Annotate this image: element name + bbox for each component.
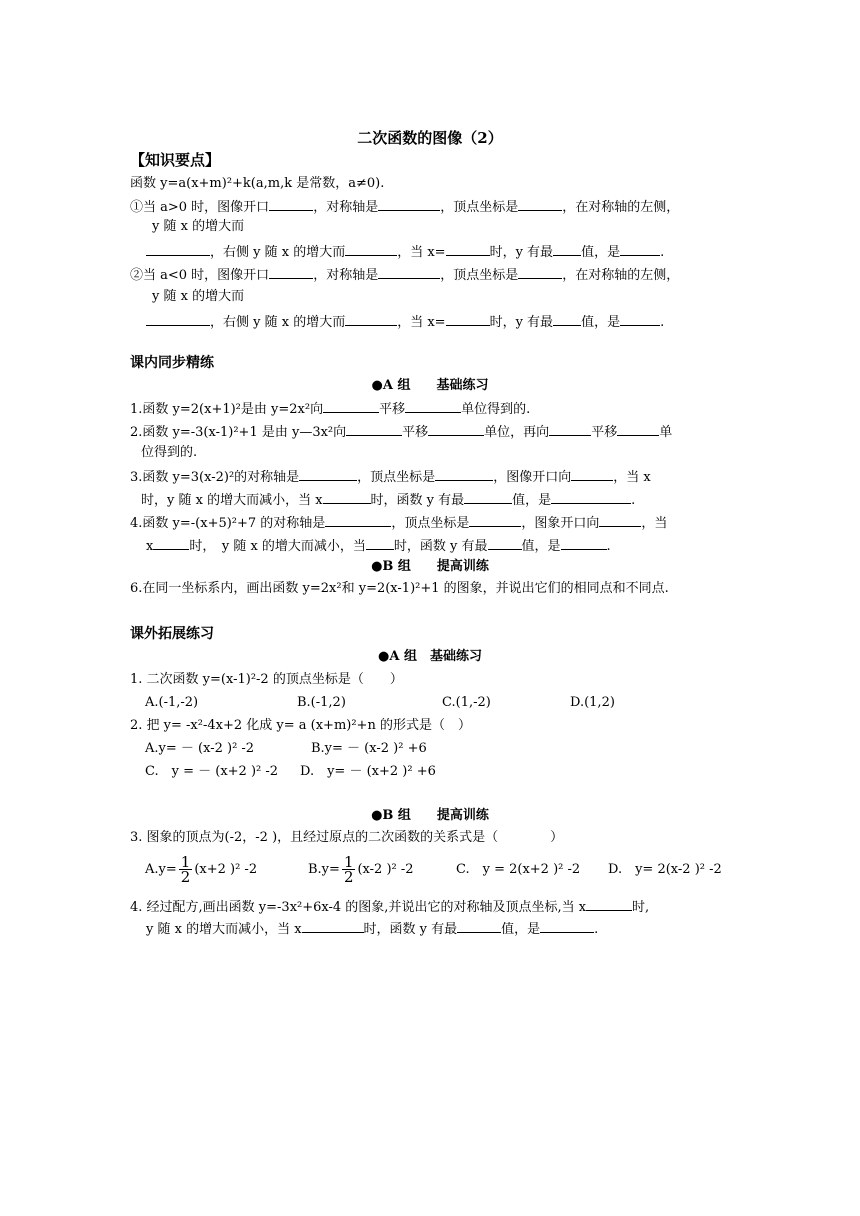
text: 平移 bbox=[591, 425, 618, 440]
fraction-numerator: 1 bbox=[343, 853, 354, 871]
blank bbox=[299, 466, 357, 481]
outclass-question-1-option-b: B.(-1,2) bbox=[297, 695, 346, 710]
text: ，对称轴是 bbox=[313, 200, 379, 215]
inclass-group-b-heading: ●B 组 提高训练 bbox=[371, 559, 489, 574]
text: ，右侧 y 随 x 的增大而 bbox=[210, 245, 346, 260]
text: 值，是 bbox=[521, 539, 561, 554]
text: 时，函数 y 有最 bbox=[363, 922, 458, 937]
inclass-question-3-line-2 bbox=[141, 489, 635, 511]
blank bbox=[146, 241, 210, 256]
text: ，图象开口向 bbox=[521, 516, 600, 531]
text: 3.函数 y=3(x-2)²的对称轴是 bbox=[130, 470, 300, 485]
outclass-question-2-option-b: B.y= － (x-2 )² +6 bbox=[311, 741, 427, 756]
text: 时，函数 y 有最 bbox=[393, 539, 488, 554]
text: . bbox=[631, 493, 636, 508]
text: 时， y 随 x 的增大而减小，当 bbox=[189, 539, 366, 554]
blank bbox=[323, 398, 379, 413]
blank bbox=[518, 196, 562, 211]
outclass-question-2-option-c: C. y = － (x+2 )² -2 bbox=[145, 764, 279, 779]
blank bbox=[488, 535, 522, 550]
text: 单位，再向 bbox=[484, 425, 550, 440]
knowledge-point-2-line-2: y 随 x 的增大而 bbox=[152, 289, 245, 304]
text: . bbox=[594, 922, 599, 937]
text: ①当 a>0 时，图像开口 bbox=[130, 200, 270, 215]
outclass-question-1-option-a: A.(-1,-2) bbox=[145, 695, 199, 710]
knowledge-point-1-line-3 bbox=[146, 241, 664, 263]
outclass-question-2: 2. 把 y= -x²-4x+2 化成 y= a (x+m)²+n 的形式是（ ） bbox=[130, 718, 471, 733]
option-expression: (x-2 )² -2 bbox=[357, 862, 414, 877]
blank bbox=[617, 421, 659, 436]
blank bbox=[620, 311, 660, 326]
outclass-group-b-heading: ●B 组 提高训练 bbox=[371, 808, 489, 823]
text: 时，y 随 x 的增大而减小，当 x bbox=[141, 493, 323, 508]
blank bbox=[269, 196, 313, 211]
text: 时, bbox=[632, 900, 650, 915]
blank bbox=[469, 512, 521, 527]
blank bbox=[345, 311, 397, 326]
text: ，顶点坐标是 bbox=[440, 268, 519, 283]
text: ，当 bbox=[641, 516, 668, 531]
blank bbox=[378, 264, 440, 279]
blank bbox=[540, 918, 594, 933]
blank bbox=[518, 264, 562, 279]
text: . bbox=[660, 315, 665, 330]
outclass-group-a-heading: ●A 组 基础练习 bbox=[378, 649, 482, 664]
blank bbox=[325, 512, 391, 527]
inclass-question-3 bbox=[130, 466, 651, 488]
inclass-question-2 bbox=[130, 421, 672, 443]
blank bbox=[345, 241, 397, 256]
blank bbox=[549, 421, 591, 436]
text: ，顶点坐标是 bbox=[440, 200, 519, 215]
blank bbox=[378, 196, 440, 211]
text: 时，函数 y 有最 bbox=[370, 493, 465, 508]
text: 值，是 bbox=[581, 245, 621, 260]
fraction-one-half bbox=[342, 855, 356, 884]
option-prefix: A.y= bbox=[145, 862, 177, 877]
knowledge-point-1-line-1 bbox=[130, 196, 679, 218]
fraction-numerator: 1 bbox=[180, 853, 191, 871]
text: 时，y 有最 bbox=[489, 245, 554, 260]
outclass-question-3-option-d: D. y= 2(x-2 )² -2 bbox=[608, 862, 722, 877]
page-title: 二次函数的图像（2） bbox=[357, 129, 503, 147]
blank bbox=[446, 241, 490, 256]
blank bbox=[551, 489, 631, 504]
blank bbox=[323, 489, 371, 504]
outclass-question-3-option-b bbox=[308, 852, 414, 892]
blank bbox=[561, 535, 607, 550]
outclass-question-1-option-d: D.(1,2) bbox=[570, 695, 615, 710]
knowledge-point-2-line-1 bbox=[130, 264, 679, 286]
blank bbox=[405, 398, 461, 413]
blank bbox=[269, 264, 313, 279]
text: 平移 bbox=[402, 425, 429, 440]
option-prefix: B.y= bbox=[308, 862, 340, 877]
text: ，当 x bbox=[613, 470, 651, 485]
inclass-question-4-line-2 bbox=[146, 535, 611, 557]
blank bbox=[435, 466, 493, 481]
fraction-denominator: 2 bbox=[180, 868, 191, 886]
knowledge-point-2-line-3 bbox=[146, 311, 664, 333]
blank bbox=[599, 512, 641, 527]
blank bbox=[553, 241, 581, 256]
knowledge-point-1-line-2: y 随 x 的增大而 bbox=[152, 219, 245, 234]
outclass-question-1: 1. 二次函数 y=(x-1)²-2 的顶点坐标是（ ） bbox=[130, 672, 403, 687]
inclass-question-1 bbox=[130, 398, 530, 420]
blank bbox=[146, 311, 210, 326]
text: ，右侧 y 随 x 的增大而 bbox=[210, 315, 346, 330]
text: . bbox=[606, 539, 611, 554]
text: 时，y 有最 bbox=[489, 315, 554, 330]
text: ，当 x= bbox=[397, 245, 446, 260]
blank bbox=[302, 918, 364, 933]
inclass-question-6: 6.在同一坐标系内，画出函数 y=2x²和 y=2(x-1)²+1 的图象，并说出它们的相同点和不同点. bbox=[130, 581, 669, 596]
blank bbox=[346, 421, 402, 436]
blank bbox=[464, 489, 512, 504]
knowledge-heading: 【知识要点】 bbox=[130, 151, 221, 169]
text: 值，是 bbox=[512, 493, 552, 508]
outclass-question-3-option-c: C. y = 2(x+2 )² -2 bbox=[456, 862, 581, 877]
blank bbox=[586, 896, 632, 911]
outclass-question-1-option-c: C.(1,-2) bbox=[442, 695, 491, 710]
text: . bbox=[660, 245, 665, 260]
text: ，对称轴是 bbox=[313, 268, 379, 283]
text: ，当 x= bbox=[397, 315, 446, 330]
text: ，顶点坐标是 bbox=[357, 470, 436, 485]
blank bbox=[153, 535, 189, 550]
text: ，在对称轴的左侧， bbox=[562, 268, 680, 283]
outclass-question-4 bbox=[130, 896, 649, 918]
fraction-denominator: 2 bbox=[343, 868, 354, 886]
outclass-heading: 课外拓展练习 bbox=[130, 626, 214, 642]
inclass-heading: 课内同步精练 bbox=[130, 355, 214, 371]
blank bbox=[553, 311, 581, 326]
blank bbox=[428, 421, 484, 436]
text: y 随 x 的增大而减小，当 x bbox=[146, 922, 302, 937]
inclass-question-2-line-2: 位得到的. bbox=[141, 445, 198, 460]
outclass-question-3-option-a bbox=[145, 852, 257, 892]
outclass-question-2-option-a: A.y= － (x-2 )² -2 bbox=[145, 741, 255, 756]
fraction-one-half bbox=[179, 855, 193, 884]
text: x bbox=[146, 539, 154, 554]
text: 2.函数 y=-3(x-1)²+1 是由 y—3x²向 bbox=[130, 425, 347, 440]
text: 单位得到的. bbox=[461, 402, 531, 417]
text: ，在对称轴的左侧， bbox=[562, 200, 680, 215]
blank bbox=[571, 466, 613, 481]
inclass-question-4 bbox=[130, 512, 667, 534]
blank bbox=[620, 241, 660, 256]
text: ，顶点坐标是 bbox=[391, 516, 470, 531]
text: 值，是 bbox=[581, 315, 621, 330]
blank bbox=[446, 311, 490, 326]
text: 平移 bbox=[379, 402, 406, 417]
text: 1.函数 y=2(x+1)²是由 y=2x²向 bbox=[130, 402, 324, 417]
inclass-group-a-heading: ●A 组 基础练习 bbox=[371, 378, 489, 393]
option-expression: (x+2 )² -2 bbox=[194, 862, 258, 877]
blank bbox=[366, 535, 394, 550]
text: 4.函数 y=-(x+5)²+7 的对称轴是 bbox=[130, 516, 326, 531]
text: 单 bbox=[659, 425, 673, 440]
text: ②当 a<0 时，图像开口 bbox=[130, 268, 270, 283]
text: 值，是 bbox=[501, 922, 541, 937]
text: ，图像开口向 bbox=[493, 470, 572, 485]
outclass-question-2-option-d: D. y= － (x+2 )² +6 bbox=[300, 764, 436, 779]
outclass-question-3: 3. 图象的顶点为(-2，-2 )，且经过原点的二次函数的关系式是（ ） bbox=[130, 830, 564, 845]
knowledge-intro: 函数 y=a(x+m)²+k(a,m,k 是常数，a≠0). bbox=[130, 176, 385, 191]
outclass-question-4-line-2 bbox=[146, 918, 598, 940]
blank bbox=[457, 918, 501, 933]
text: 4. 经过配方,画出函数 y=-3x²+6x-4 的图象,并说出它的对称轴及顶点坐标,当 x bbox=[130, 900, 587, 915]
